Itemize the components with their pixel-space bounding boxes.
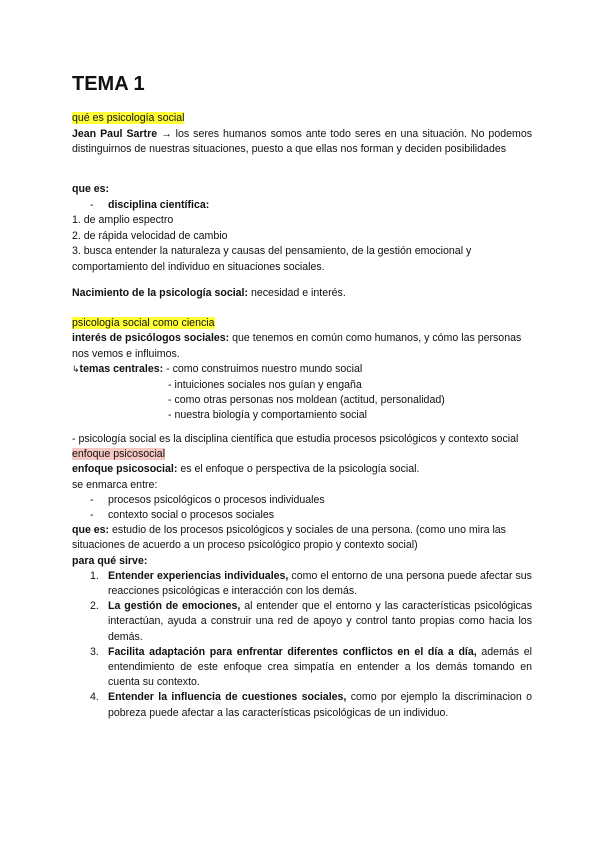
arrow-icon: → [161,127,172,140]
section-enfoque [72,432,532,721]
list-item-bold: Facilita adaptación para enfrentar diferentes conflictos en el día a día, [108,645,477,658]
quote-author: Jean Paul Sartre [72,127,158,140]
tema-item: - como otras personas nos moldean (actitud, personalidad) [168,394,445,407]
tema-item: - intuiciones sociales nos guían y engaña [168,378,362,391]
highlighted-heading: enfoque psicosocial [72,448,166,461]
highlighted-heading: psicología social como ciencia [72,317,215,329]
list-item: 1. de amplio espectro [72,214,174,227]
dash-bullet: - [90,493,94,506]
temas-label: temas centrales: [79,363,164,376]
enfoque-label: enfoque psicosocial: [72,463,178,476]
bullet-item: contexto social o procesos sociales [108,509,275,522]
list-item-text: como el entorno de una persona puede afectar sus reacciones psicológicas e interacción con los demás. [108,569,532,598]
dash-bullet: - [90,509,94,522]
subheading: disciplina científica: [108,198,210,211]
tema-item: - nuestra biología y comportamiento social [168,409,368,422]
nacimiento-text: necesidad e interés. [248,287,346,299]
ordered-list-item [72,645,532,691]
list-number: 4. [90,691,99,704]
list-item: 3. busca entender la naturaleza y causas del pensamiento, de la gestión emocional y comportamiento del individuo en situaciones sociales. [72,245,472,273]
highlighted-heading: qué es psicología social [72,112,185,124]
sub-arrow-icon: ↳ [72,364,80,375]
tema-item: - como construimos nuestro mundo social [166,363,363,376]
sartre-quote [72,127,532,158]
list-item-bold: Entender experiencias individuales, [108,569,289,582]
list-item-text: además el entendimiento de este enfoque crea simpatía en entender a los demás tomando en cuenta su contexto. [108,645,532,689]
list-number: 2. [90,600,99,613]
list-number: 3. [90,645,99,658]
ordered-list-item [72,569,532,599]
list-item-text: como por ejemplo la discriminacion o pobreza puede afectar a las características psicológicas de un individuo. [108,691,532,719]
que-es-text: estudio de los procesos psicológicos y sociales de una persona. (como uno mira las situaciones de acuerdo a un proceso psicológico propio y contexto social) [72,524,506,552]
bullet-item: procesos psicológicos o procesos individuales [108,493,325,506]
page-title: TEMA 1 [72,73,145,95]
que-es-paragraph [72,523,532,553]
que-es-label: que es: [72,524,110,537]
list-item: 2. de rápida velocidad de cambio [72,229,228,242]
section-ciencia [72,316,532,424]
list-item-bold: La gestión de emociones, [108,600,241,613]
definition-paragraph: - psicología social es la disciplina científica que estudia procesos psicológicos y contexto social [72,433,519,445]
dash-bullet: - [90,198,94,211]
interest-paragraph [72,331,532,362]
ordered-list-item [72,599,532,645]
enfoque-text: es el enfoque o perspectiva de la psicología social. [177,463,420,476]
list-number: 1. [90,569,99,582]
section-heading: que es: [72,183,110,195]
list-item-text: al entender que el entorno y las características psicológicas interactúan, ayuda a construir una red de apoyo y control tanto propias como hacia los demás. [108,600,532,643]
list-item-bold: Entender la influencia de cuestiones sociales, [108,691,347,704]
ordered-list-item [72,690,532,720]
interest-text: que tenemos en común como humanos, y cómo las personas nos vemos e influimos. [72,332,522,360]
nacimiento-label: Nacimiento de la psicología social: [72,287,249,299]
para-que-sirve-heading: para qué sirve: [72,554,148,567]
section-que-es-psicologia-social [72,111,532,158]
section-nacimiento [72,287,532,299]
quote-text: los seres humanos somos ante todo seres en una situación. No podemos distinguirnos de nuestras situaciones, puesto a que ellas nos forman y deciden posibilidades [72,127,533,156]
enmarca-text: se enmarca entre: [72,478,158,491]
interest-label: interés de psicólogos sociales: [72,332,230,345]
section-que-es [72,182,532,276]
